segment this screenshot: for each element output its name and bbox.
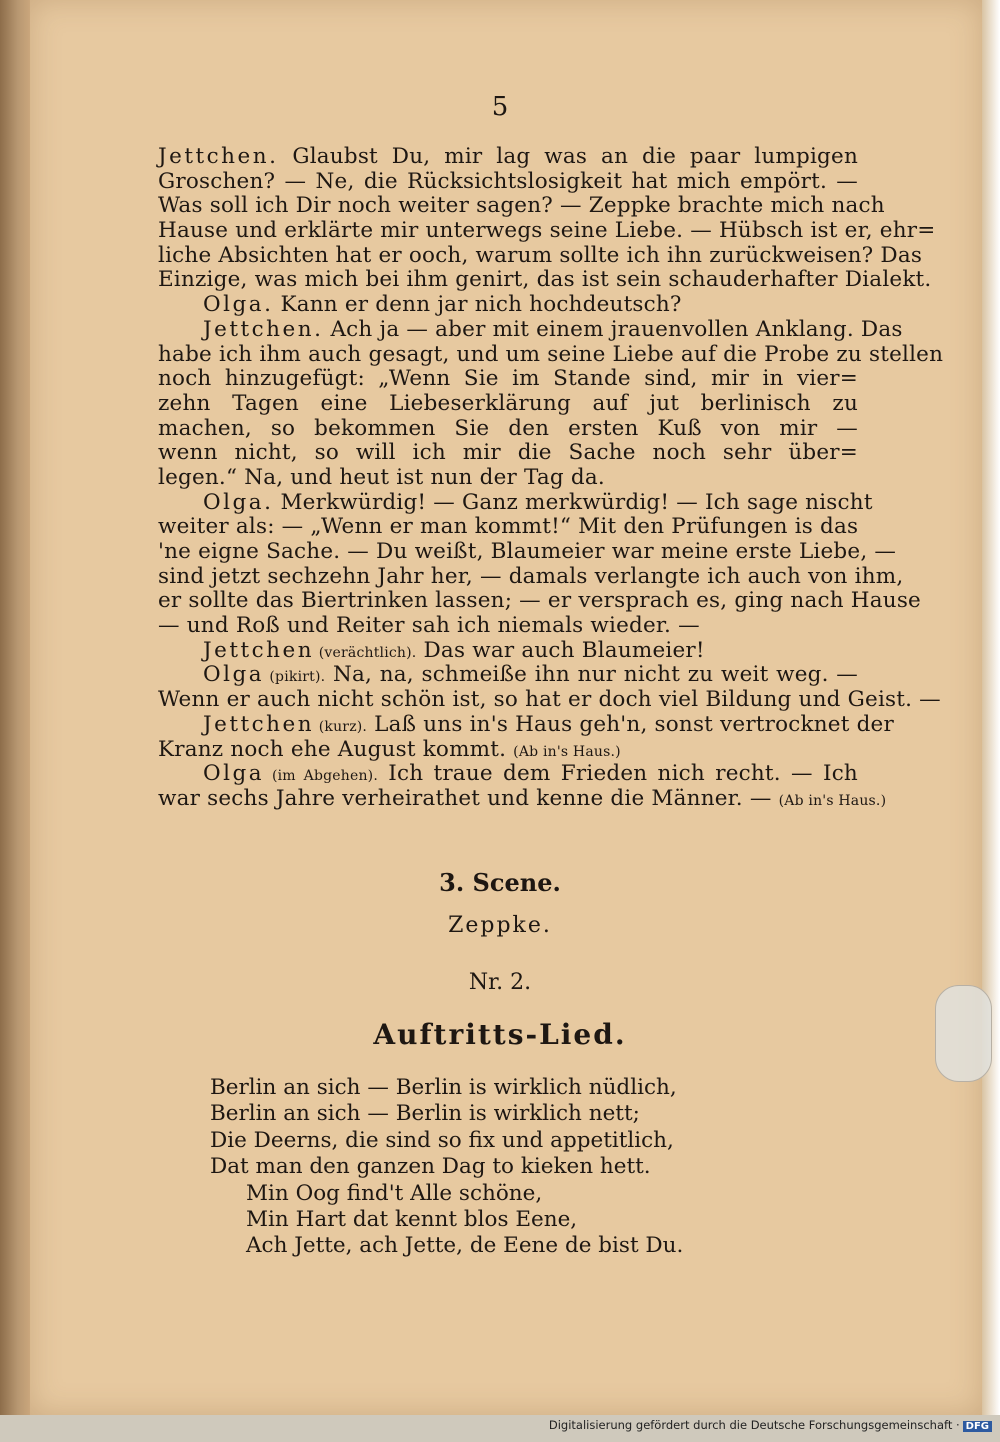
line-text: zehn Tagen eine Liebeserklärung auf jut berlinisch zu (158, 390, 858, 416)
speaker-name: Jettchen. (203, 316, 324, 342)
text-line (158, 267, 932, 293)
line-text: machen, so bekommen Sie den ersten Kuß von mir — (158, 415, 858, 441)
text-line (158, 466, 858, 491)
line-text: Glaubst Du, mir lag was an die paar lumpigen (278, 144, 858, 169)
speaker-name: Olga. (203, 292, 274, 318)
song-line: Berlin an sich — Berlin is wirklich nett; (210, 1101, 640, 1127)
line-text: 'ne eigne Sache. — Du weißt, Blaumeier war meine erste Liebe, — (158, 539, 897, 564)
line-text: Ich traue dem Frieden nich recht. — Ich (378, 761, 858, 787)
text-line (158, 392, 858, 417)
song-number: Nr. 2. (468, 970, 532, 995)
text-line (158, 663, 858, 688)
character-name: Zeppke. (448, 913, 552, 938)
text-line (158, 170, 858, 195)
line-text: weiter als: — „Wenn er man kommt!“ Mit den Prüfungen is das (158, 514, 859, 540)
page-edge (982, 0, 1000, 1415)
line-text: Groschen? — Ne, die Rücksichtslosigkeit hat mich empört. — (158, 168, 858, 194)
book-spine (0, 0, 30, 1415)
speaker-name: Jettchen. (158, 144, 279, 169)
text-line (158, 489, 873, 516)
song-title: Auftritts-Lied. (373, 1018, 627, 1051)
text-line (158, 341, 944, 368)
stage-direction: (Ab in's Haus.) (513, 743, 621, 760)
song-line: Berlin an sich — Berlin is wirklich nüdlich, (210, 1075, 677, 1100)
stage-direction: (im Abgehen). (264, 768, 378, 785)
stage-direction: (Ab in's Haus.) (778, 792, 887, 809)
text-line (158, 738, 858, 763)
text-line (158, 563, 904, 590)
dialogue-text (158, 144, 944, 812)
line-text: Laß uns in's Haus geh'n, sonst vertrocknet der (367, 711, 894, 737)
text-line (158, 293, 858, 318)
text-line (158, 614, 858, 639)
speaker-name: Jettchen (203, 637, 315, 663)
text-line (158, 762, 858, 787)
footer-credit (549, 1418, 992, 1432)
line-text: habe ich ihm auch gesagt, und um seine Liebe auf die Probe zu stellen (158, 341, 944, 367)
speaker-name: Jettchen (203, 711, 315, 737)
text-line (158, 417, 858, 442)
song-line: Ach Jette, ach Jette, de Eene de bist Du. (246, 1233, 684, 1259)
line-text: Kranz noch ehe August kommt. (158, 736, 514, 762)
text-line (158, 193, 885, 219)
line-text: war sechs Jahre verheirathet und kenne die Männer. — (158, 785, 779, 811)
stage-direction: (kurz). (314, 718, 368, 735)
stage-direction: (verächtlich). (314, 644, 417, 661)
text-line (158, 145, 858, 170)
speaker-name: Olga (203, 761, 265, 787)
song-line: Min Hart dat kennt blos Eene, (246, 1206, 578, 1232)
page-number: 5 (491, 92, 509, 122)
line-text: Wenn er auch nicht schön ist, so hat er doch viel Bildung und Geist. — (158, 687, 941, 713)
text-line (158, 711, 894, 738)
song-line: Min Oog find't Alle schöne, (246, 1180, 543, 1206)
line-text: Na, na, schmeiße ihn nur nicht zu weit weg. — (325, 662, 858, 688)
footer-text: Digitalisierung gefördert durch die Deutsche Forschungsgemeinschaft · (548, 1418, 960, 1432)
text-line (158, 242, 923, 269)
text-line (158, 316, 903, 343)
song-lyrics (210, 1075, 730, 1260)
text-line (158, 367, 858, 392)
line-text: Kann er denn jar nich hochdeutsch? (273, 292, 682, 318)
line-text: Hause und erklärte mir unterwegs seine Liebe. — Hübsch ist er, ehr= (158, 218, 936, 244)
text-line (158, 639, 858, 664)
stage-direction: (pikirt). (264, 669, 326, 686)
text-line (158, 539, 897, 565)
song-line: Die Deerns, die sind so fix und appetitlich, (210, 1127, 674, 1153)
line-text: liche Absichten hat er ooch, warum sollte ich ihn zurückweisen? Das (158, 242, 923, 268)
text-line (158, 588, 921, 614)
line-text: legen.“ Na, und heut ist nun der Tag da. (158, 464, 605, 490)
line-text: Was soll ich Dir noch weiter sagen? — Zeppke brachte mich nach (158, 193, 885, 219)
text-line (158, 785, 887, 812)
text-line (158, 441, 858, 466)
text-line (158, 515, 858, 540)
line-text: — und Roß und Reiter sah ich niemals wieder. — (158, 613, 700, 639)
line-text: er sollte das Biertrinken lassen; — er versprach es, ging nach Hause (158, 588, 921, 614)
speaker-name: Olga (203, 662, 265, 688)
line-text: Merkwürdig! — Ganz merkwürdig! — Ich sage nischt (273, 489, 873, 515)
line-text: noch hinzugefügt: „Wenn Sie im Stande sind, mir in vier= (158, 366, 858, 392)
text-line (158, 687, 941, 713)
dfg-logo: DFG (963, 1421, 992, 1432)
line-text: Das war auch Blaumeier! (416, 637, 705, 663)
line-text: Ach ja — aber mit einem jrauenvollen Anklang. Das (323, 316, 903, 342)
scene-heading: 3. Scene. (439, 868, 561, 897)
speaker-name: Olga. (203, 489, 274, 515)
line-text: Einzige, was mich bei ihm genirt, das ist sein schauderhafter Dialekt. (158, 267, 932, 293)
line-text: sind jetzt sechzehn Jahr her, — damals verlangte ich auch von ihm, (158, 563, 904, 589)
line-text: wenn nicht, so will ich mir die Sache noch sehr über= (158, 440, 858, 466)
text-line (158, 218, 936, 244)
song-line: Dat man den ganzen Dag to kieken hett. (210, 1154, 651, 1180)
